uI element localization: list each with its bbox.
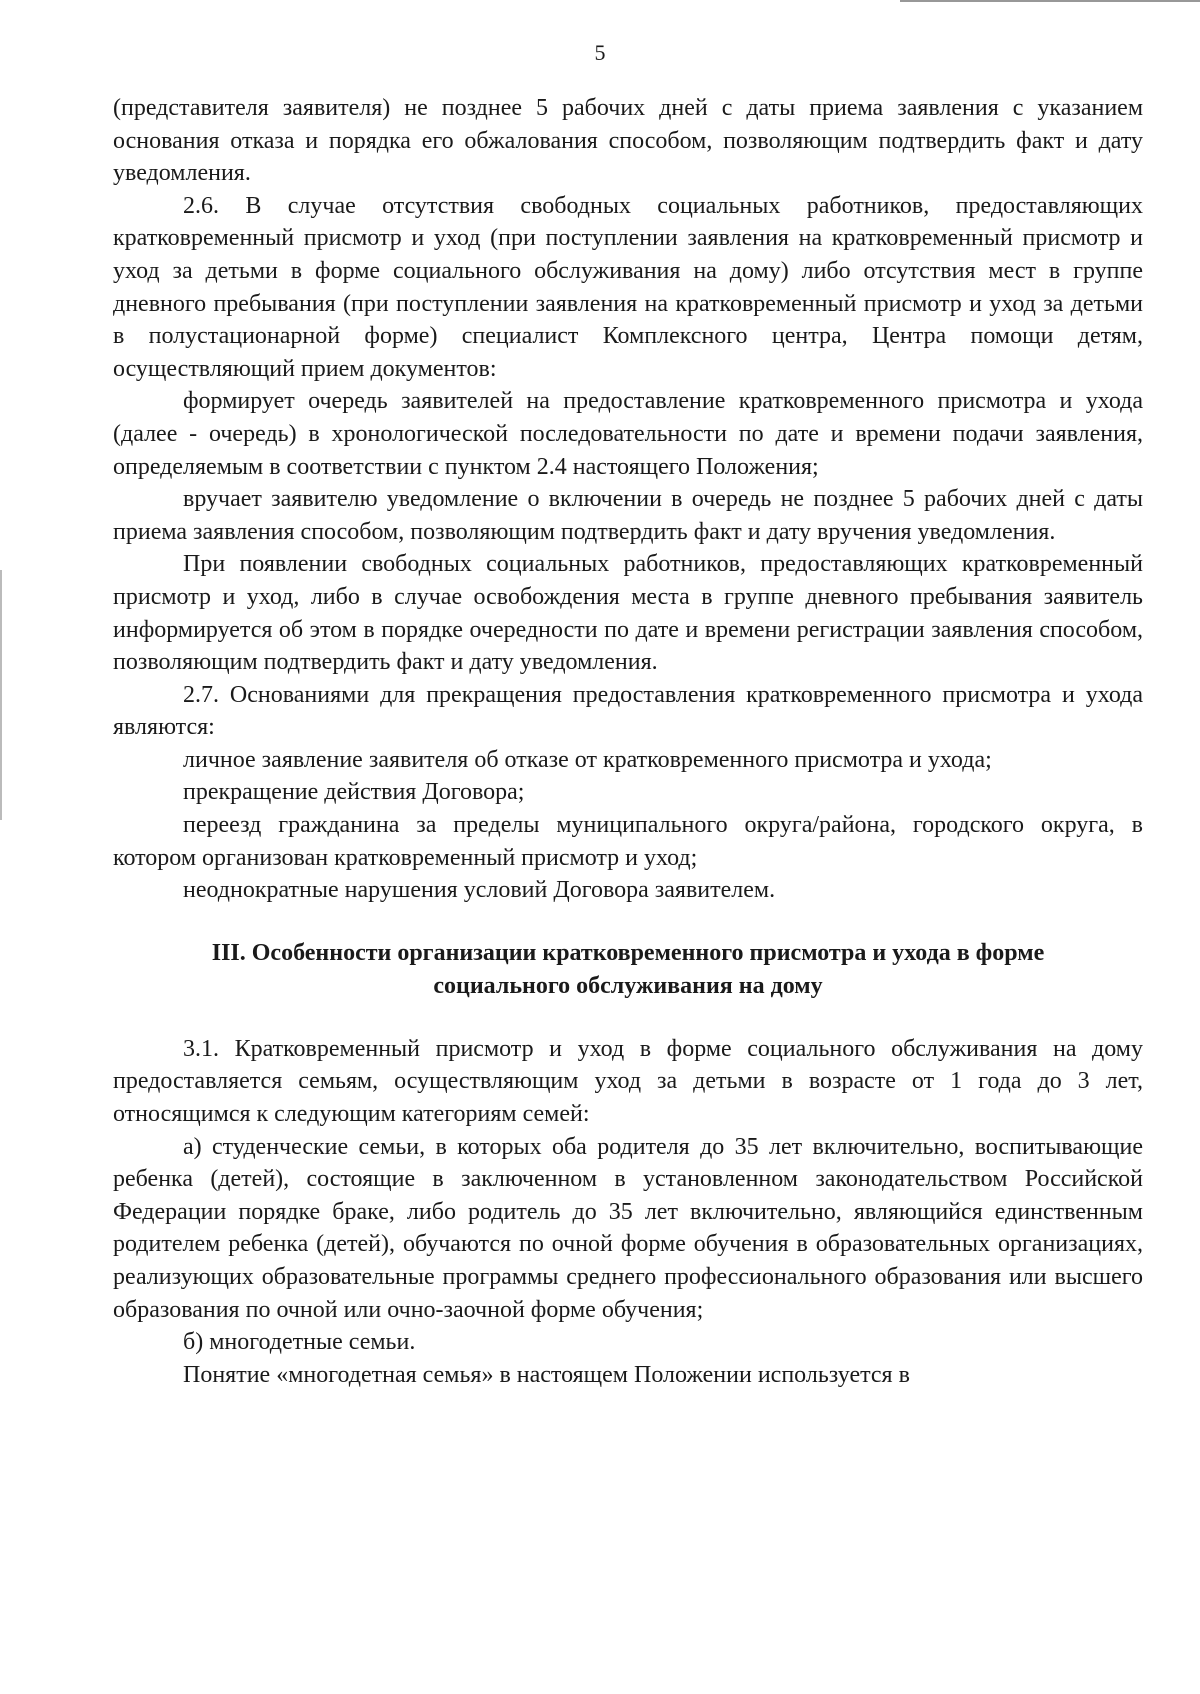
paragraph: формирует очередь заявителей на предоставление кратковременного присмотра и ухода (далее - очередь) в хронологической последовательности по дате и времени подачи заявления, определяемым в соответствии с пунктом 2.4 настоящего Положения;: [113, 388, 1143, 480]
paragraph: личное заявление заявителя об отказе от кратковременного присмотра и ухода;: [183, 746, 992, 773]
document-body: [113, 92, 1143, 1391]
paragraph: неоднократные нарушения условий Договора заявителем.: [183, 877, 776, 904]
paragraph: Понятие «многодетная семья» в настоящем Положении используется в: [183, 1361, 910, 1388]
paragraph: 3.1. Кратковременный присмотр и уход в форме социального обслуживания на дому предоставляется семьям, осуществляющим уход за детьми в возрасте от 1 года до 3 лет, относящимся к следующим категориям семей:: [113, 1035, 1143, 1128]
paragraph: а) студенческие семьи, в которых оба родителя до 35 лет включительно, воспитывающие ребенка (детей), состоящие в заключенном в установленном законодательством Российской Федерации порядке браке, либо родитель до 35 лет включительно, являющийся единственным родителем ребенка (детей), обучаются по очной форме обучения в образовательных организациях, реализующих образовательные программы среднего профессионального образования или высшего образования по очной или очно-заочной форме обучения;: [113, 1133, 1143, 1323]
paragraph: прекращение действия Договора;: [183, 779, 525, 806]
paragraph: вручает заявителю уведомление о включении в очередь не позднее 5 рабочих дней с даты приема заявления способом, позволяющим подтвердить факт и дату вручения уведомления.: [113, 486, 1143, 545]
section-title-line: социального обслуживания на дому: [433, 972, 823, 999]
paragraph: б) многодетные семьи.: [183, 1329, 416, 1356]
page-number: 5: [594, 40, 606, 65]
paragraph: 2.6. В случае отсутствия свободных социальных работников, предоставляющих кратковременный присмотр и уход (при поступлении заявления на кратковременный присмотр и уход за детьми в форме социального обслуживания на дому) либо отсутствия мест в группе дневного пребывания (при поступлении заявления на кратковременный присмотр и уход за детьми в полустационарной форме) специалист Комплексного центра, Центра помощи детям, осуществляющий прием документов:: [113, 192, 1143, 382]
scan-artifact-top: [900, 0, 1200, 8]
paragraph: переезд гражданина за пределы муниципального округа/района, городского округа, в котором организован кратковременный присмотр и уход;: [113, 812, 1143, 871]
section-title: [113, 937, 1143, 1003]
section-title-line: III. Особенности организации кратковременного присмотра и ухода в форме: [211, 939, 1045, 966]
scan-artifact-left: [0, 570, 2, 820]
paragraph: 2.7. Основаниями для прекращения предоставления кратковременного присмотра и ухода являются:: [113, 681, 1143, 741]
paragraph: (представителя заявителя) не позднее 5 рабочих дней с даты приема заявления с указанием основания отказа и порядка его обжалования способом, позволяющим подтвердить факт и дату уведомления.: [113, 95, 1143, 187]
paragraph: При появлении свободных социальных работников, предоставляющих кратковременный присмотр и уход, либо в случае освобождения места в группе дневного пребывания заявитель информируется об этом в порядке очередности по дате и времени регистрации заявления способом, позволяющим подтвердить факт и дату уведомления.: [113, 551, 1143, 676]
